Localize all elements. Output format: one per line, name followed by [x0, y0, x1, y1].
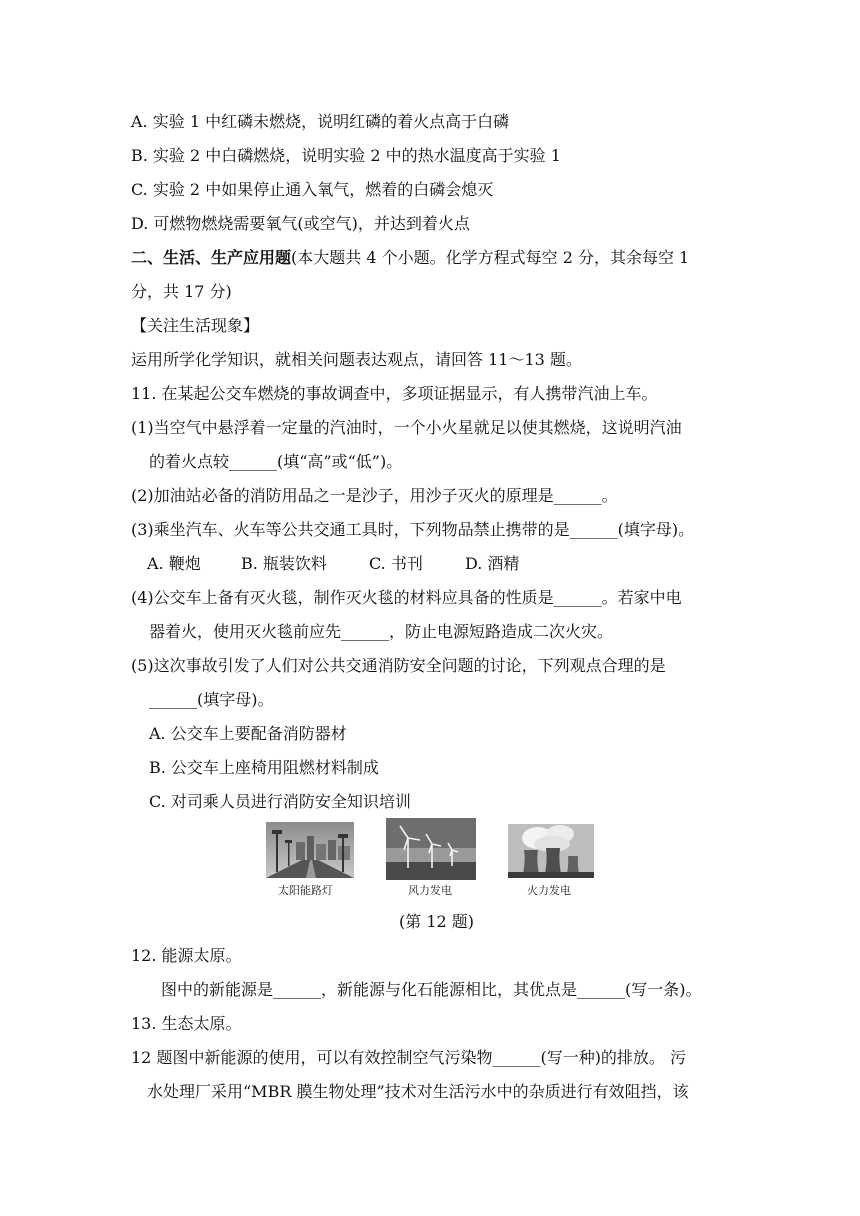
- q13-line2: 水处理厂采用“MBR 膜生物处理”技术对生活污水中的杂质进行有效阻挡，该: [147, 1082, 689, 1101]
- option-a: A. 实验 1 中红磷未燃烧，说明红磷的着火点高于白磷: [131, 112, 510, 131]
- intro-text: 运用所学化学知识，就相关问题表达观点，请回答 11～13 题。: [131, 350, 582, 369]
- option-b: B. 实验 2 中白磷燃烧，说明实验 2 中的热水温度高于实验 1: [131, 146, 561, 165]
- q12-body: 图中的新能源是______，新能源与化石能源相比，其优点是______(写一条)。: [161, 980, 702, 999]
- q11-p3-option-d: D. 酒精: [465, 554, 520, 573]
- q11-p3-option-a: A. 鞭炮: [147, 554, 201, 573]
- figure-label: (第 12 题): [399, 912, 475, 931]
- focus-title: 【关注生活现象】: [131, 316, 260, 335]
- thermal-power-image: [508, 824, 594, 878]
- option-c: C. 实验 2 中如果停止通入氧气，燃着的白磷会熄灭: [131, 180, 494, 199]
- q11-p5-option-b: B. 公交车上座椅用阻燃材料制成: [149, 758, 379, 777]
- q11-part3: (3)乘坐汽车、火车等公共交通工具时，下列物品禁止携带的是______(填字母)。: [131, 520, 695, 539]
- q11-part1: (1)当空气中悬浮着一定量的汽油时，一个小火星就足以使其燃烧，这说明汽油: [131, 418, 682, 437]
- q11-part2: (2)加油站必备的消防用品之一是沙子，用沙子灭火的原理是______。: [131, 486, 618, 505]
- q11-part4-cont: 器着火，使用灭火毯前应先______，防止电源短路造成二次火灾。: [149, 622, 614, 641]
- q11-p5-option-c: C. 对司乘人员进行消防安全知识培训: [149, 792, 411, 811]
- q11-part5: (5)这次事故引发了人们对公共交通消防安全问题的讨论，下列观点合理的是: [131, 656, 666, 675]
- section-desc: (本大题共 4 个小题。化学方程式每空 2 分，其余每空 1: [291, 248, 690, 267]
- caption-thermal: 火力发电: [527, 884, 571, 897]
- q11-part3-options: [147, 554, 519, 574]
- q13-line1: 12 题图中新能源的使用，可以有效控制空气污染物______(写一种)的排放。 污: [131, 1048, 687, 1067]
- q11-p3-option-b: B. 瓶装饮料: [241, 554, 327, 573]
- section-heading: [131, 248, 689, 268]
- caption-wind: 风力发电: [408, 884, 452, 897]
- q13-stem: 13. 生态太原。: [131, 1014, 242, 1033]
- caption-solar: 太阳能路灯: [278, 884, 333, 897]
- section-title: 二、生活、生产应用题: [131, 248, 292, 267]
- q11-p5-option-a: A. 公交车上要配备消防器材: [149, 724, 347, 743]
- option-d: D. 可燃物燃烧需要氧气(或空气)，并达到着火点: [131, 214, 470, 233]
- q11-part5-cont: ______(填字母)。: [149, 690, 274, 709]
- wind-power-image: [386, 818, 476, 880]
- q11-p3-option-c: C. 书刊: [369, 554, 423, 573]
- q11-part4: (4)公交车上备有灭火毯，制作灭火毯的材料应具备的性质是______。若家中电: [131, 588, 682, 607]
- q11-part1-cont: 的着火点较______(填“高”或“低”)。: [149, 452, 403, 471]
- q11-stem: 11. 在某起公交车燃烧的事故调查中，多项证据显示，有人携带汽油上车。: [131, 384, 658, 403]
- q12-stem: 12. 能源太原。: [131, 946, 242, 965]
- section-desc-cont: 分，共 17 分): [131, 282, 232, 301]
- solar-street-light-image: [266, 822, 354, 878]
